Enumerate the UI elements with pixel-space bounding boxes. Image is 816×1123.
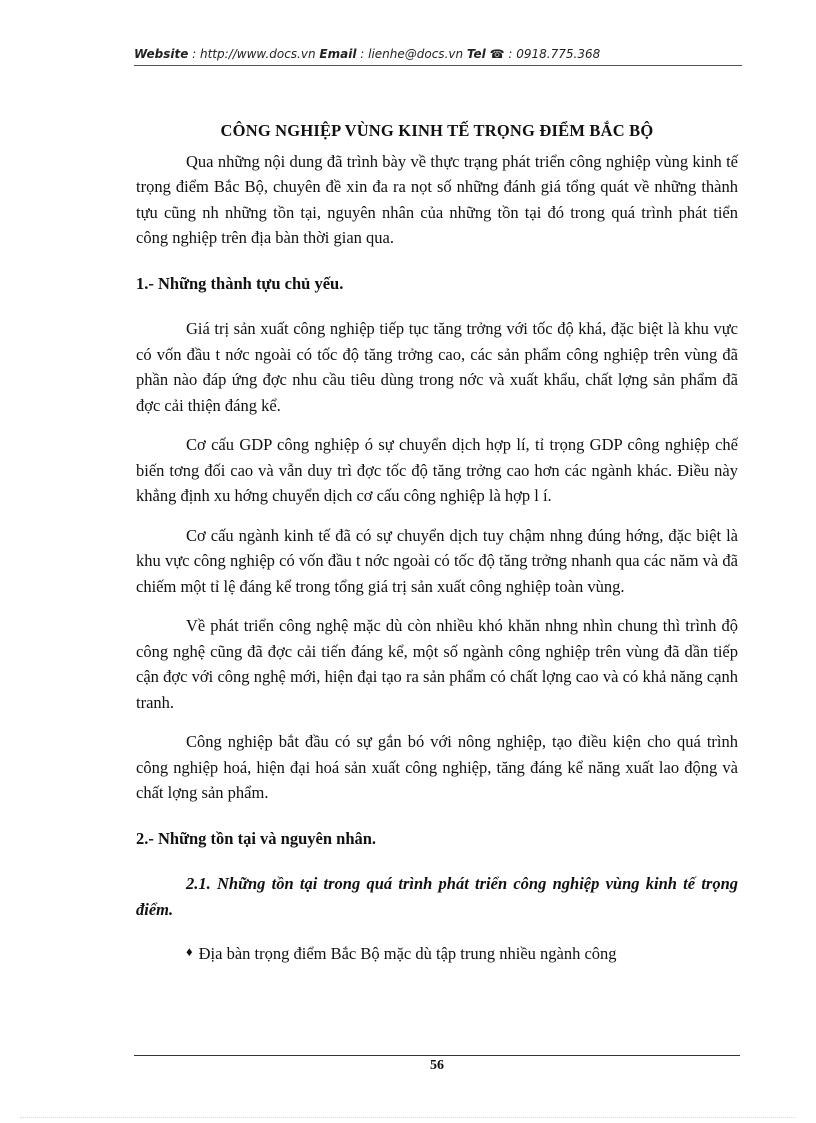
document-title: CÔNG NGHIỆP VÙNG KINH TẾ TRỌNG ĐIỂM BẮC BỘ — [220, 121, 654, 140]
bullet-text: Địa bàn trọng điểm Bắc Bộ mặc dù tập trung nhiều ngành công — [198, 944, 617, 963]
email-value: : lienhe@docs.vn — [356, 47, 467, 61]
subsection-2-1-heading: 2.1. Những tồn tại trong quá trình phát triển công nghiệp vùng kinh tế trọng điểm. — [136, 874, 738, 919]
email-label: Email — [319, 47, 357, 61]
page-header — [134, 47, 742, 61]
header-divider — [134, 65, 742, 66]
telephone-icon: ☎ — [489, 47, 505, 61]
document-body — [136, 118, 738, 967]
footer-divider — [134, 1055, 740, 1056]
bullet-paragraph — [136, 939, 738, 967]
website-value: : http://www.docs.vn — [188, 47, 320, 61]
section-2-heading: 2.- Những tồn tại và nguyên nhân. — [136, 828, 377, 848]
section-1-paragraph: Về phát triển công nghệ mặc dù còn nhiều khó khăn nhng nhìn chung thì trình độ công nghệ cũng đã đợc cải tiến đáng kể, một số ngành công nghiệp trên vùng đã dần tiếp cận đợc với công nghệ mới, hiện đại tạo ra sản phẩm có chất lợng cao và có khả năng cạnh tranh. — [136, 616, 738, 712]
section-1-paragraph: Cơ cấu GDP công nghiệp ó sự chuyển dịch hợp lí, tỉ trọng GDP công nghiệp chế biến tơng đối cao và vẫn duy trì đợc tốc độ tăng trởng cao hơn các ngành khác. Điều này khẳng định xu hớng chuyển dịch cơ cấu công nghiệp là hợp l í. — [136, 435, 738, 505]
diamond-bullet-icon: ♦ — [186, 944, 193, 959]
website-label: Website — [134, 47, 189, 61]
page-edge-dots — [20, 1117, 796, 1118]
tel-label: Tel — [466, 47, 486, 61]
section-1-paragraph: Giá trị sản xuất công nghiệp tiếp tục tăng trởng với tốc độ khá, đặc biệt là khu vực có vốn đầu t nớc ngoài có tốc độ tăng trởng cao, các sản phẩm công nghiệp trên vùng đã phần nào đáp ứng đợc nhu cầu tiêu dùng trong nớc và xuất khẩu, chất lợng sản phẩm đã đợc cải thiện đáng kể. — [136, 319, 738, 415]
intro-paragraph: Qua những nội dung đã trình bày về thực trạng phát triển công nghiệp vùng kinh tế trọng điểm Bắc Bộ, chuyên đề xin đa ra nọt số những đánh giá tổng quát về những thành tựu cũng nh những tồn tại, nguyên nhân của những tồn tại đó trong quá trình phát tiển công nghiệp trên địa bàn thời gian qua. — [136, 151, 738, 247]
section-1-paragraph: Công nghiệp bắt đầu có sự gắn bó với nông nghiệp, tạo điều kiện cho quá trình công nghiệp hoá, hiện đại hoá sản xuất công nghiệp, tăng đáng kể năng xuất lao động và chất lợng sản phẩm. — [136, 732, 738, 802]
section-1-heading: 1.- Những thành tựu chủ yếu. — [136, 273, 344, 293]
tel-value: : 0918.775.368 — [504, 47, 601, 61]
page-number: 56 — [430, 1058, 444, 1073]
section-1-paragraph: Cơ cấu ngành kinh tế đã có sự chuyển dịch tuy chậm nhng đúng hớng, đặc biệt là khu vực công nghiệp có vốn đầu t nớc ngoài có tốc độ tăng trởng nhanh qua các năm và đã chiếm một tỉ lệ đáng kể trong tổng giá trị sản xuất công nghiệp toàn vùng. — [136, 525, 738, 596]
